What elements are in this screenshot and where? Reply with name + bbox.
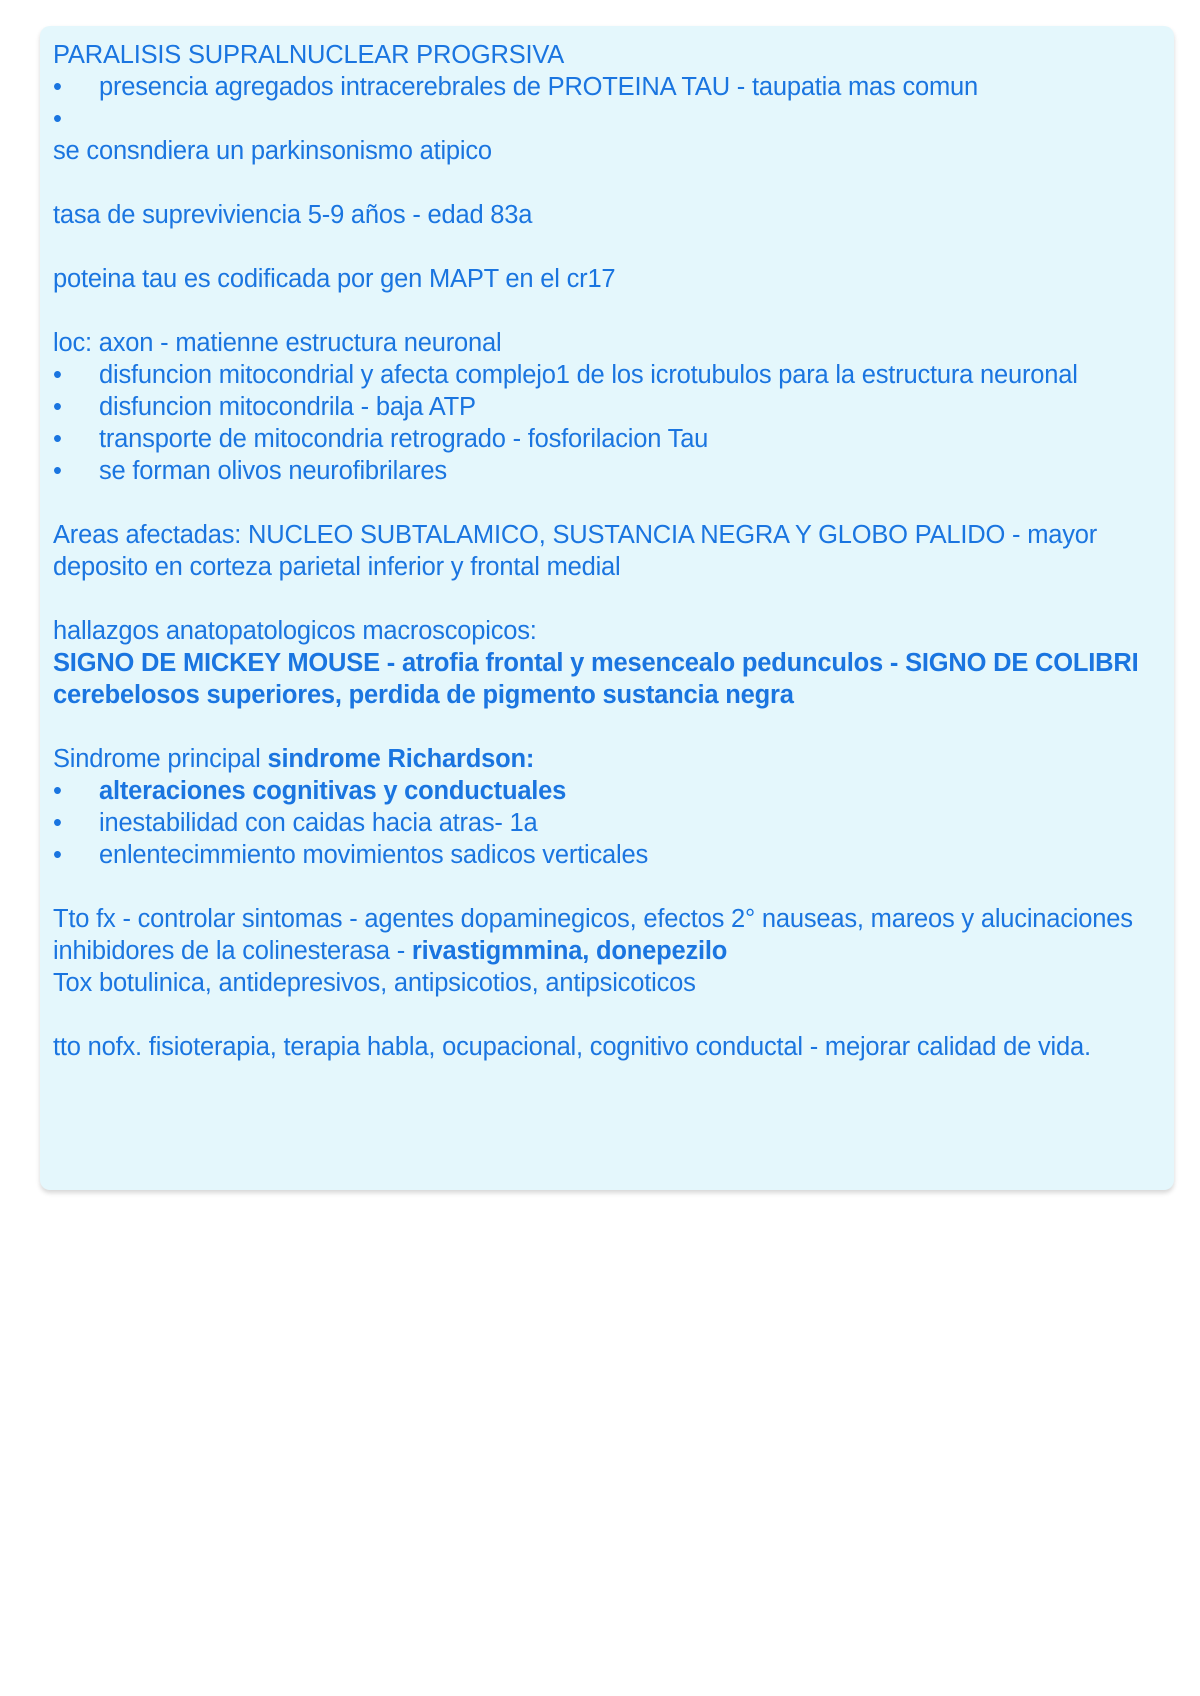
list-item (53, 455, 1160, 487)
list-item (53, 423, 1160, 455)
spacer (53, 167, 1160, 199)
list-item (53, 103, 1160, 135)
survival-line: tasa de supreviviencia 5-9 años - edad 83a (53, 201, 533, 229)
bullet-text: transporte de mitocondria retrogrado - fosforilacion Tau (99, 425, 709, 453)
bullet-icon: • (53, 841, 62, 869)
inhibitors-prefix: inhibidores de la colinesterasa - (53, 937, 412, 965)
bullet-text: se forman olivos neurofibrilares (99, 457, 447, 485)
sindrome-heading (53, 743, 1160, 775)
bullet-text: enlentecimmiento movimientos sadicos verticales (99, 841, 648, 869)
list-item (53, 359, 1160, 391)
spacer (53, 231, 1160, 263)
bullet-icon: • (53, 73, 62, 101)
spacer (53, 583, 1160, 615)
note-card (40, 26, 1174, 1190)
list-item (53, 391, 1160, 423)
spacer (53, 999, 1160, 1031)
atypical-line: se consndiera un parkinsonismo atipico (53, 137, 492, 165)
list-item (53, 839, 1160, 871)
bullet-icon: • (53, 361, 62, 389)
hallazgos-heading: hallazgos anatopatologicos macroscopicos: (53, 617, 537, 645)
areas-paragraph: Areas afectadas: NUCLEO SUBTALAMICO, SUSTANCIA NEGRA Y GLOBO PALIDO - mayor deposito en corteza parietal inferior y frontal medial (53, 521, 1098, 581)
bullet-text: disfuncion mitocondrila - baja ATP (99, 393, 476, 421)
sindrome-name: sindrome Richardson: (267, 745, 535, 773)
sindrome-prefix: Sindrome principal (53, 745, 268, 773)
spacer (53, 711, 1160, 743)
bullet-icon: • (53, 425, 62, 453)
bullet-icon: • (53, 457, 62, 485)
hallazgos-body: SIGNO DE MICKEY MOUSE - atrofia frontal y mesencealo pedunculos - SIGNO DE COLIBRI cerebelosos superiores, perdida de pigmento sustancia negra (53, 649, 1139, 709)
bullet-icon: • (53, 393, 62, 421)
list-item (53, 807, 1160, 839)
bullet-icon: • (53, 777, 62, 805)
spacer (53, 487, 1160, 519)
spacer (53, 295, 1160, 327)
bullet-text: disfuncion mitocondrial y afecta complejo1 de los icrotubulos para la estructura neuronal (99, 361, 1078, 389)
bullet-icon: • (53, 809, 62, 837)
note-title: PARALISIS SUPRALNUCLEAR PROGRSIVA (53, 41, 565, 69)
bullet-text: presencia agregados intracerebrales de PROTEINA TAU - taupatia mas comun (99, 73, 979, 101)
tto-fx-line: Tto fx - controlar sintomas - agentes dopaminegicos, efectos 2° nauseas, mareos y alucinaciones (53, 905, 1133, 933)
bullet-icon: • (53, 105, 62, 133)
bullet-text: alteraciones cognitivas y conductuales (99, 777, 567, 805)
loc-heading: loc: axon - matienne estructura neuronal (53, 329, 502, 357)
spacer (53, 871, 1160, 903)
tox-line: Tox botulinica, antidepresivos, antipsicotios, antipsicoticos (53, 969, 696, 997)
inhibitors-line (53, 935, 1160, 967)
gene-line: poteina tau es codificada por gen MAPT en el cr17 (53, 265, 616, 293)
inhibitors-drugs: rivastigmmina, donepezilo (411, 937, 728, 965)
bullet-text: inestabilidad con caidas hacia atras- 1a (99, 809, 538, 837)
list-item (53, 71, 1160, 103)
list-item (53, 775, 1160, 807)
tto-nofx-line: tto nofx. fisioterapia, terapia habla, ocupacional, cognitivo conductal - mejorar calidad de vida. (53, 1033, 1091, 1061)
